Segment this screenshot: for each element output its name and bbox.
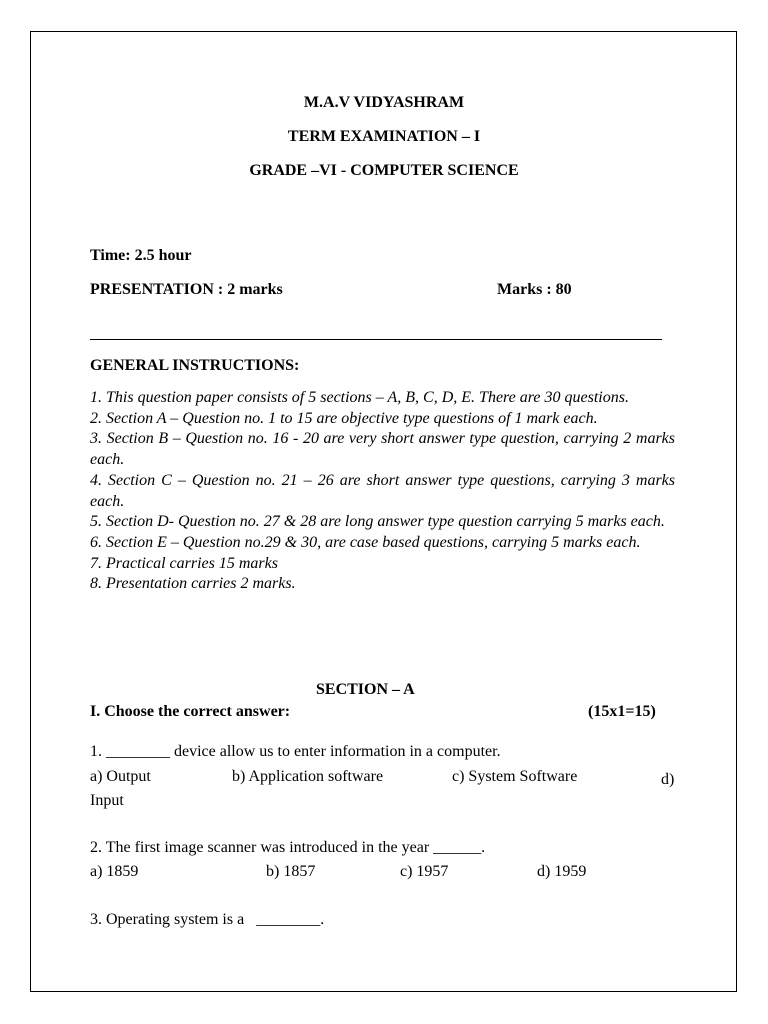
question-2-option-b: b) 1857 bbox=[266, 863, 316, 880]
school-name: M.A.V VIDYASHRAM bbox=[303, 94, 465, 111]
section-a-heading: I. Choose the correct answer: bbox=[90, 703, 291, 720]
section-a-marks: (15x1=15) bbox=[588, 703, 656, 720]
time-label: Time: 2.5 hour bbox=[90, 247, 192, 264]
instruction-item: 1. This question paper consists of 5 sections – A, B, C, D, E. There are 30 questions. bbox=[90, 389, 629, 406]
question-1-option-d-text: Input bbox=[90, 792, 124, 809]
question-2-option-d: d) 1959 bbox=[537, 863, 587, 880]
instruction-item: 7. Practical carries 15 marks bbox=[90, 554, 278, 572]
question-2-option-c: c) 1957 bbox=[400, 863, 449, 880]
question-2-text: 2. The first image scanner was introduced in the year ______. bbox=[90, 839, 486, 856]
question-1-text: 1. ________ device allow us to enter information in a computer. bbox=[90, 743, 501, 760]
divider-line bbox=[90, 339, 662, 340]
instructions-title: GENERAL INSTRUCTIONS: bbox=[90, 357, 300, 374]
instruction-item: 3. Section B – Question no. 16 - 20 are very short answer type question, carrying 2 marks each. bbox=[90, 430, 675, 469]
question-1-option-c: c) System Software bbox=[452, 768, 578, 785]
instructions-list bbox=[90, 388, 675, 595]
instruction-item: 2. Section A – Question no. 1 to 15 are objective type questions of 1 mark each. bbox=[90, 409, 598, 427]
question-1-option-a: a) Output bbox=[90, 768, 151, 785]
question-2-option-a: a) 1859 bbox=[90, 863, 139, 880]
exam-title: TERM EXAMINATION – I bbox=[287, 128, 481, 145]
instruction-item: 5. Section D- Question no. 27 & 28 are long answer type question carrying 5 marks each. bbox=[90, 513, 665, 531]
presentation-label: PRESENTATION : 2 marks bbox=[90, 281, 283, 298]
option-d-label: d) bbox=[661, 771, 675, 788]
section-a-title: SECTION – A bbox=[316, 681, 415, 698]
question-1-option-d bbox=[661, 768, 701, 792]
marks-label: Marks : 80 bbox=[497, 281, 572, 298]
subject-title: GRADE –VI - COMPUTER SCIENCE bbox=[249, 162, 519, 179]
instruction-item: 8. Presentation carries 2 marks. bbox=[90, 575, 296, 593]
instruction-item: 6. Section E – Question no.29 & 30, are case based questions, carrying 5 marks each. bbox=[90, 533, 641, 551]
question-3-text: 3. Operating system is a ________. bbox=[90, 911, 325, 928]
question-1-option-b: b) Application software bbox=[232, 768, 384, 785]
instruction-item: 4. Section C – Question no. 21 – 26 are short answer type questions, carrying 3 marks each. bbox=[90, 471, 675, 510]
